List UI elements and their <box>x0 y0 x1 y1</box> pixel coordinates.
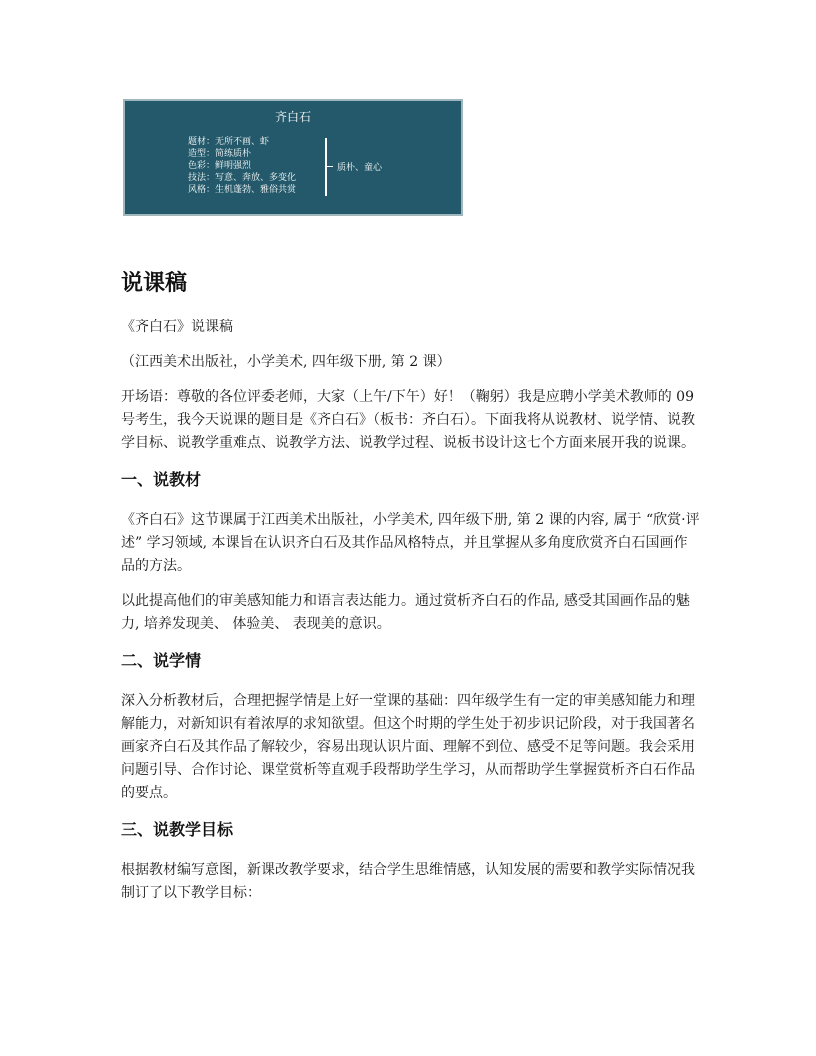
board-summary: 质朴、童心 <box>337 163 383 173</box>
board-line-style: 风格：生机蓬勃、雅俗共赏 <box>188 185 297 195</box>
board-line-technique: 技法：写意、奔放、多变化 <box>188 173 297 183</box>
section-heading-textbook: 一、说教材 <box>121 470 202 489</box>
section-heading-students: 二、说学情 <box>121 651 202 670</box>
opening-paragraph: 开场语：尊敬的各位评委老师，大家（上午/下午）好！（鞠躬）我是应聘小学美术教师的 09 号考生，我今天说课的题目是《齐白石》（板书：齐白石）。下面我将从说教材、说学情、说教学目标、说教学重难点、说教学方法、说教学过程、说板书设计这七个方面来展开我的说课。 <box>121 389 695 451</box>
board-brace <box>325 138 327 196</box>
blackboard-design-image <box>123 99 463 216</box>
board-title: 齐白石 <box>274 110 311 124</box>
lesson-subtitle: 《齐白石》说课稿 <box>121 319 233 335</box>
document-body <box>121 316 701 917</box>
textbook-paragraph-1: 《齐白石》这节课属于江西美术出版社，小学美术, 四年级下册, 第 2 课的内容, 属于 “欣赏·评述” 学习领域, 本课旨在认识齐白石及其作品风格特点，并且掌握从多角度欣赏齐白石国画作品的方法。 <box>121 512 700 574</box>
board-lines <box>188 136 296 196</box>
board-line-subject: 题材：无所不画、虾 <box>188 137 270 147</box>
students-paragraph: 深入分析教材后，合理把握学情是上好一堂课的基础：四年级学生有一定的审美感知能力和理解能力，对新知识有着浓厚的求知欲望。但这个时期的学生处于初步识记阶段，对于我国著名画家齐白石及其作品了解较少，容易出现认识片面、理解不到位、感受不足等问题。我会采用问题引导、合作讨论、课堂赏析等直观手段帮助学生学习，从而帮助学生掌握赏析齐白石作品的要点。 <box>121 693 695 801</box>
lesson-source: （江西美术出版社，小学美术, 四年级下册, 第 2 课） <box>121 354 451 370</box>
textbook-paragraph-2: 以此提高他们的审美感知能力和语言表达能力。通过赏析齐白石的作品, 感受其国画作品的魅力, 培养发现美、 体验美、 表现美的意识。 <box>121 593 690 632</box>
document-title: 说课稿 <box>121 271 188 296</box>
objectives-paragraph: 根据教材编写意图，新课改教学要求，结合学生思维情感，认知发展的需要和教学实际情况我制订了以下教学目标： <box>121 862 695 901</box>
section-heading-objectives: 三、说教学目标 <box>121 820 234 839</box>
board-line-color: 色彩：鲜明强烈 <box>188 161 252 171</box>
board-line-form: 造型：简练质朴 <box>188 149 252 159</box>
board-brace-tick <box>327 166 333 167</box>
